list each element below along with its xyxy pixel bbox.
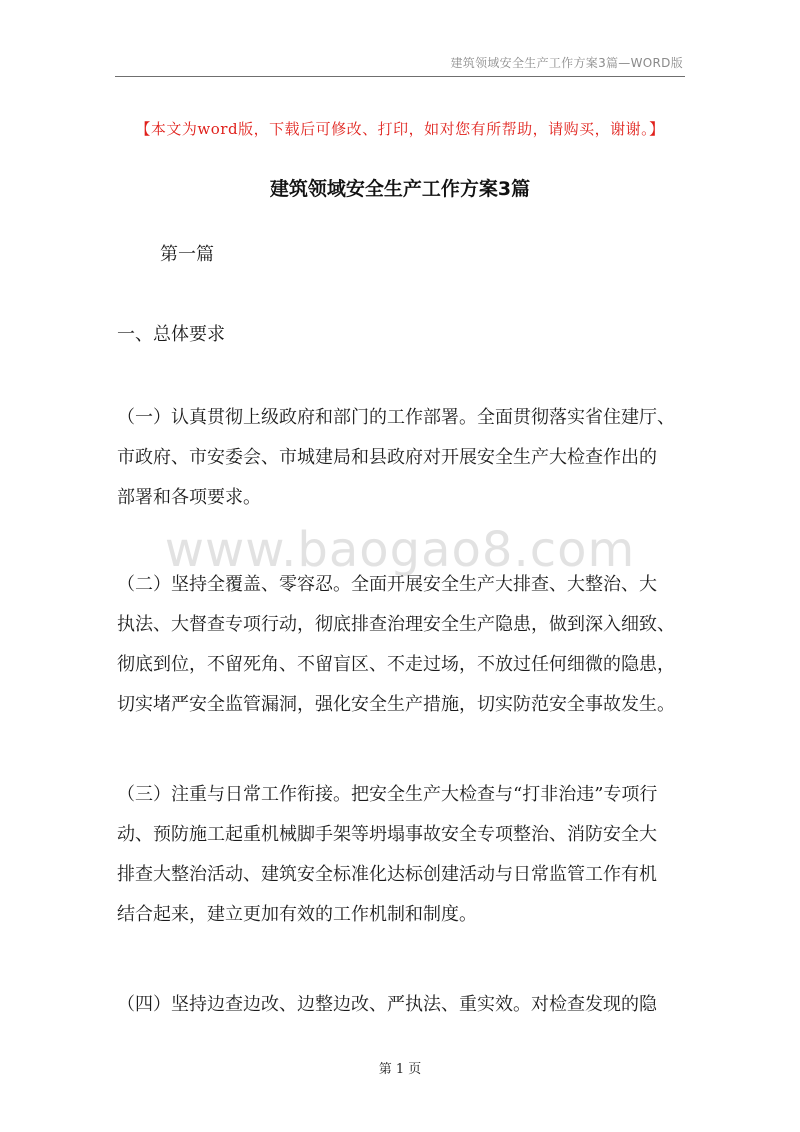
header-divider: [115, 76, 685, 77]
paragraph-line: 执法、大督查专项行动，彻底排查治理安全生产隐患，做到深入细致、: [117, 614, 675, 635]
paragraph-1: [117, 398, 687, 518]
paragraph-4: [117, 985, 687, 1025]
paragraph-line: 动、预防施工起重机械脚手架等坍塌事故安全专项整治、消防安全大: [117, 824, 657, 845]
paragraph-line: 排查大整治活动、建筑安全标准化达标创建活动与日常监管工作有机: [117, 864, 657, 885]
paragraph-line: 市政府、市安委会、市城建局和县政府对开展安全生产大检查作出的: [117, 447, 657, 468]
paragraph-line: （二）坚持全覆盖、零容忍。全面开展安全生产大排查、大整治、大: [117, 574, 657, 595]
watermark: www.baogao8.com: [164, 522, 636, 578]
paragraph-line: 彻底到位，不留死角、不留盲区、不走过场，不放过任何细微的隐患，: [117, 654, 675, 675]
paragraph-line: 切实堵严安全监管漏洞，强化安全生产措施，切实防范安全事故发生。: [117, 694, 675, 715]
purchase-notice: 【本文为word版，下载后可修改、打印，如对您有所帮助，请购买，谢谢。】: [135, 120, 665, 138]
paragraph-line: （一）认真贯彻上级政府和部门的工作部署。全面贯彻落实省住建厅、: [117, 407, 675, 428]
paragraph-line: 部署和各项要求。: [117, 487, 261, 508]
paragraph-line: （四）坚持边查边改、边整边改、严执法、重实效。对检查发现的隐: [117, 994, 657, 1015]
document-title: 建筑领域安全生产工作方案3篇: [269, 178, 531, 200]
running-header: 建筑领域安全生产工作方案3篇—WORD版: [450, 56, 683, 70]
paragraph-line: （三）注重与日常工作衔接。把安全生产大检查与“打非治违”专项行: [117, 784, 658, 805]
paragraph-2: [117, 565, 687, 725]
paragraph-line: 结合起来，建立更加有效的工作机制和制度。: [117, 904, 477, 925]
page-number: 第 1 页: [378, 1062, 422, 1077]
paragraph-3: [117, 775, 687, 935]
heading-general-requirements: 一、总体要求: [117, 324, 225, 345]
section-label: 第一篇: [160, 244, 214, 265]
